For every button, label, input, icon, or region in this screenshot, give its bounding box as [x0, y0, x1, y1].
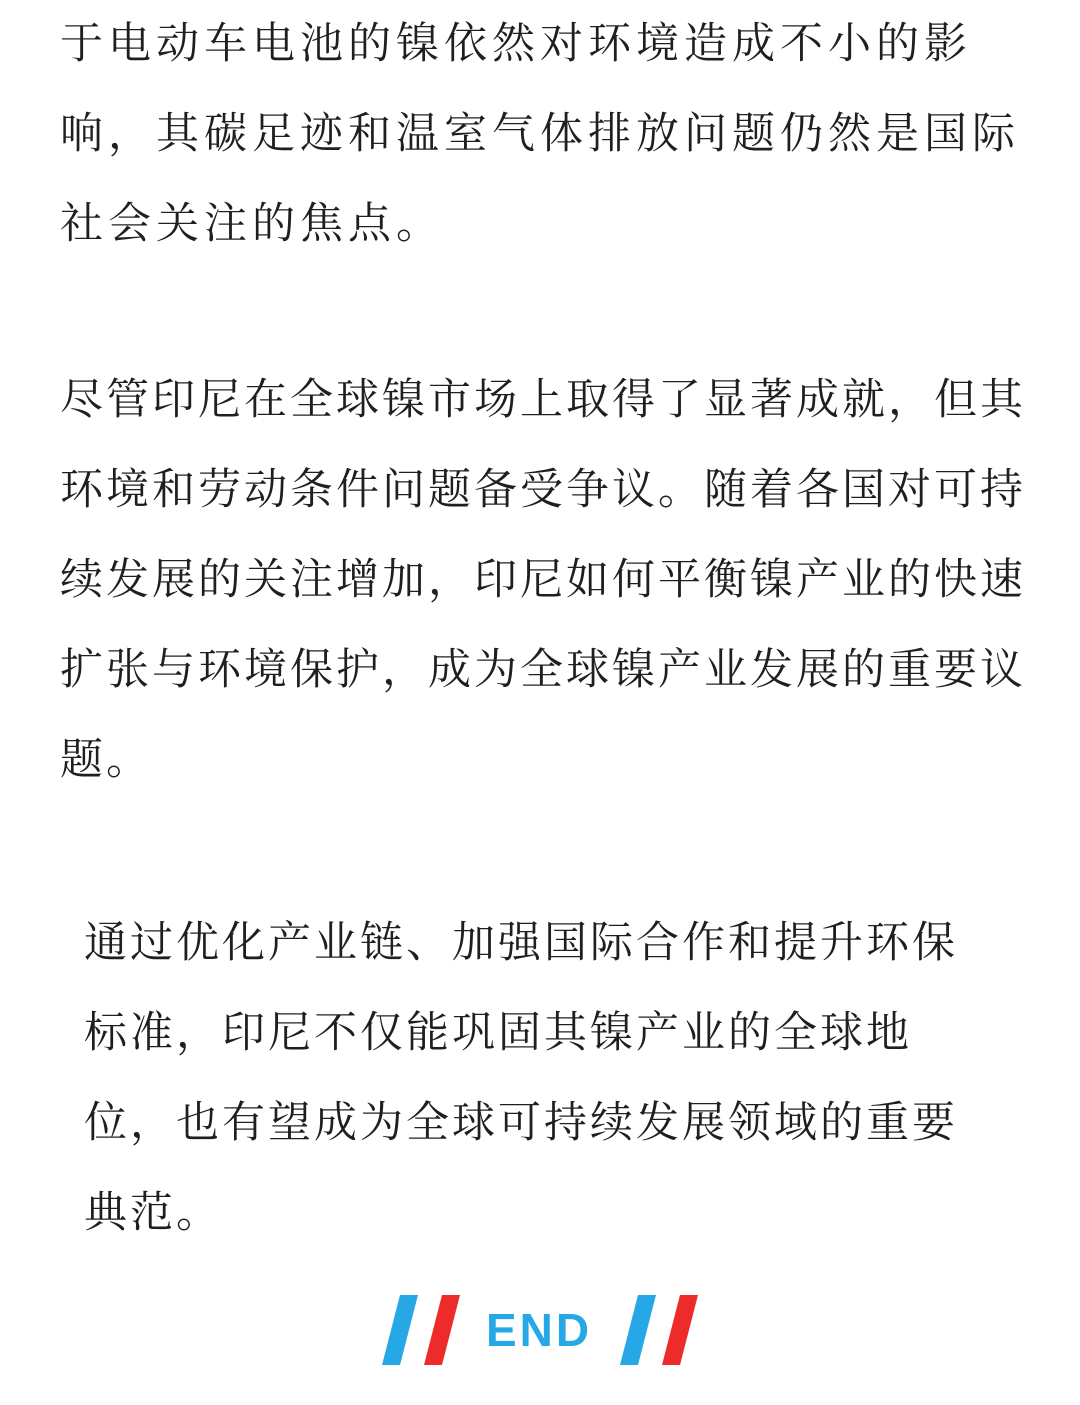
paragraph-environment-impact: 于电动车电池的镍依然对环境造成不小的影响，其碳足迹和温室气体排放问题仍然是国际社会关注的焦点。 [60, 19, 1020, 249]
right-blue-slash-icon [620, 1295, 656, 1365]
left-red-slash-icon [424, 1295, 460, 1365]
left-blue-slash-icon [382, 1295, 418, 1365]
end-mark-graphic [380, 1293, 700, 1367]
paragraph-indonesia-controversy: 尽管印尼在全球镍市场上取得了显著成就，但其环境和劳动条件问题备受争议。随着各国对可持续发展的关注增加，印尼如何平衡镍产业的快速扩张与环境保护，成为全球镍产业发展的重要议题。 [60, 375, 1026, 785]
end-label: END [485, 1304, 593, 1356]
paragraph-conclusion: 通过优化产业链、加强国际合作和提升环保标准，印尼不仅能巩固其镍产业的全球地位，也有望成为全球可持续发展领域的重要典范。 [84, 918, 958, 1238]
end-mark [380, 1293, 700, 1367]
right-red-slash-icon [662, 1295, 698, 1365]
